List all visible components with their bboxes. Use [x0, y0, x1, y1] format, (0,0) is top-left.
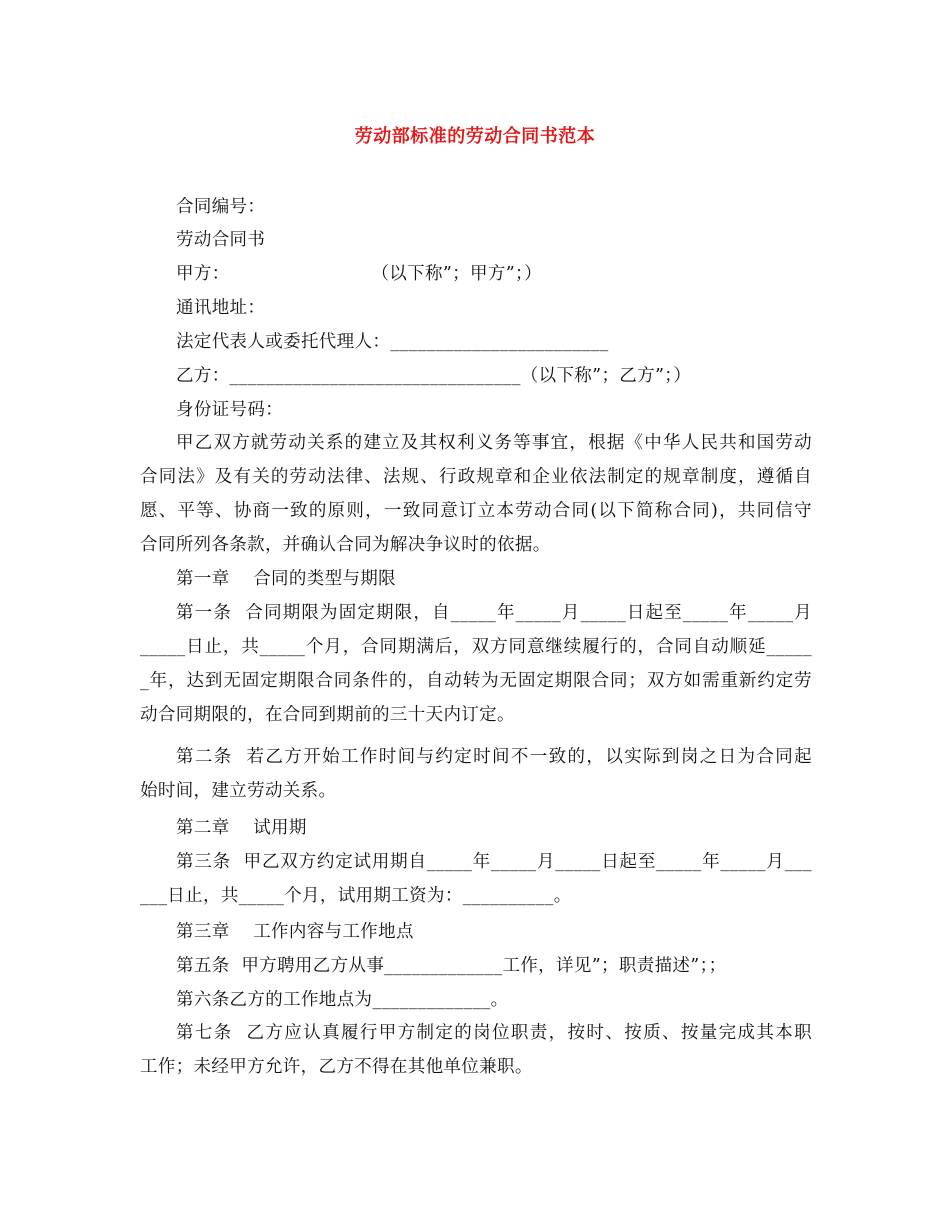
chapter-2-heading: 第二章 试用期 — [176, 818, 307, 838]
legal-representative-line: 法定代表人或委托代理人：________________________ — [176, 332, 609, 352]
address-line: 通讯地址： — [176, 298, 266, 318]
article-7-line-1: 第七条 乙方应认真履行甲方制定的岗位职责，按时、按质、按量完成其本职 — [176, 1023, 812, 1043]
article-3-line-1: 第三条 甲乙双方约定试用期自_____年_____月_____日起至_____年_____月___ — [176, 852, 812, 872]
chapter-1-heading: 第一章 合同的类型与期限 — [176, 569, 396, 589]
article-1-line-1: 第一条 合同期限为固定期限，自_____年_____月_____日起至_____年_____月 — [176, 603, 812, 623]
article-7-line-2: 工作；未经甲方允许，乙方不得在其他单位兼职。 — [140, 1057, 533, 1077]
chapter-3-heading: 第三章 工作内容与工作地点 — [176, 922, 414, 942]
party-b-line: 乙方：________________________________（以下称”；乙方”；） — [176, 366, 692, 386]
preamble-line-1: 甲乙双方就劳动关系的建立及其权利义务等事宜，根据《中华人民共和国劳动 — [176, 433, 812, 453]
id-number-line: 身份证号码： — [176, 400, 284, 420]
article-5-line: 第五条 甲方聘用乙方从事_____________工作，详见”；职责描述”；； — [176, 956, 727, 976]
article-3-line-2: ___日止，共_____个月，试用期工资为：__________。 — [140, 886, 572, 906]
contract-heading: 劳动合同书 — [176, 230, 266, 250]
article-2-line-1: 第二条 若乙方开始工作时间与约定时间不一致的，以实际到岗之日为合同起 — [176, 747, 812, 767]
preamble-line-4: 合同所列各条款，并确认合同为解决争议时的依据。 — [140, 535, 551, 555]
article-6-line: 第六条乙方的工作地点为_____________。 — [176, 990, 509, 1010]
article-2-line-2: 始时间，建立劳动关系。 — [140, 781, 337, 801]
document-title: 劳动部标准的劳动合同书范本 — [354, 126, 596, 147]
article-1-line-2: _____日止，共_____个月，合同期满后，双方同意继续履行的，合同自动顺延_____ — [140, 637, 812, 657]
preamble-line-2: 合同法》及有关的劳动法律、法规、行政规章和企业依法制定的规章制度，遵循自 — [140, 467, 812, 487]
article-1-line-3: _年，达到无固定期限合同条件的，自动转为无固定期限合同；双方如需重新约定劳 — [140, 671, 812, 691]
preamble-line-3: 愿、平等、协商一致的原则，一致同意订立本劳动合同(以下简称合同)，共同信守 — [140, 501, 812, 521]
article-1-line-4: 动合同期限的，在合同到期前的三十天内订定。 — [140, 705, 515, 725]
party-a-line: 甲方： （以下称”；甲方”；） — [176, 264, 542, 284]
contract-number-label: 合同编号： — [176, 197, 266, 217]
